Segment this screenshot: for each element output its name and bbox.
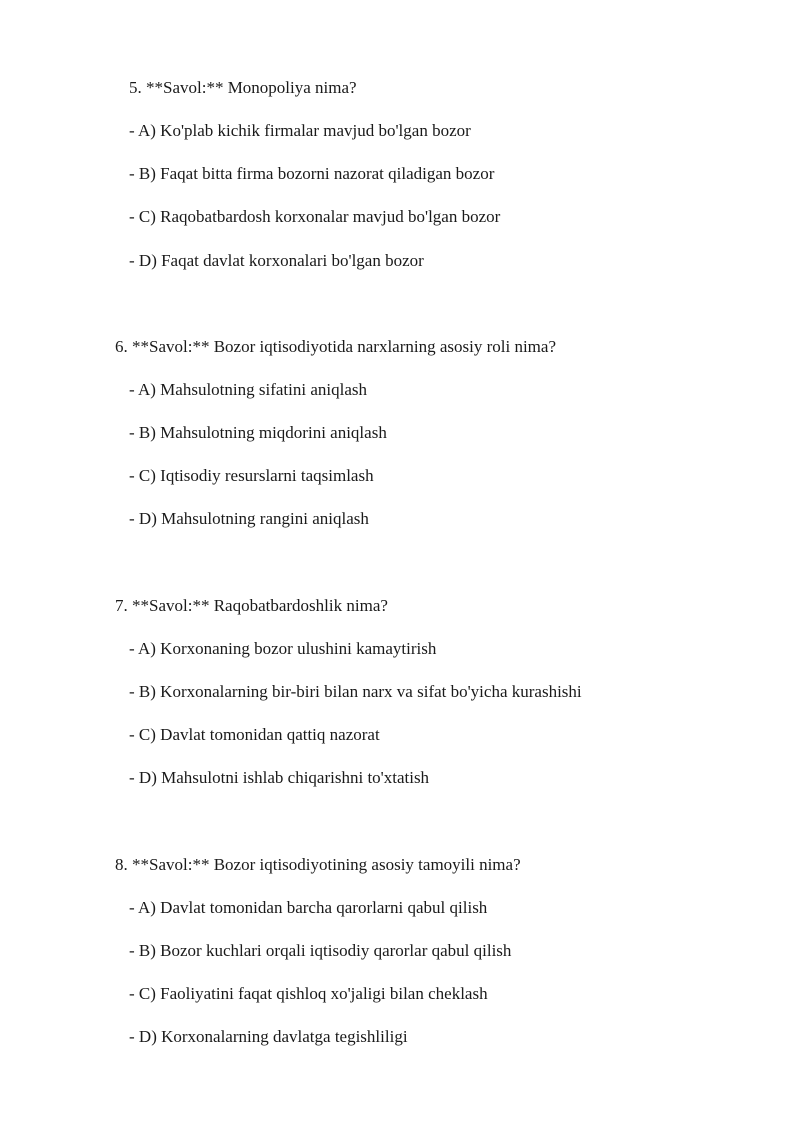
- answer-option: - D) Mahsulotning rangini aniqlash: [129, 509, 369, 528]
- question-text: 6. **Savol:** Bozor iqtisodiyotida narxlarning asosiy roli nima?: [115, 337, 556, 356]
- answer-option: - C) Raqobatbardosh korxonalar mavjud bo'lgan bozor: [129, 207, 501, 226]
- answer-option: - B) Faqat bitta firma bozorni nazorat qiladigan bozor: [129, 164, 495, 183]
- answer-option: - A) Ko'plab kichik firmalar mavjud bo'lgan bozor: [129, 121, 471, 140]
- answer-option: - C) Iqtisodiy resurslarni taqsimlash: [129, 466, 374, 485]
- answer-option: - C) Faoliyatini faqat qishloq xo'jaligi bilan cheklash: [129, 984, 488, 1003]
- answer-option: - D) Korxonalarning davlatga tegishliligi: [129, 1027, 408, 1046]
- answer-option: - A) Mahsulotning sifatini aniqlash: [129, 380, 367, 399]
- answer-option: - A) Davlat tomonidan barcha qarorlarni qabul qilish: [129, 898, 488, 917]
- answer-option: - A) Korxonaning bozor ulushini kamaytirish: [129, 639, 437, 658]
- answer-option: - D) Mahsulotni ishlab chiqarishni to'xtatish: [129, 768, 430, 787]
- answer-option: - B) Bozor kuchlari orqali iqtisodiy qarorlar qabul qilish: [129, 941, 512, 960]
- answer-option: - B) Korxonalarning bir-biri bilan narx va sifat bo'yicha kurashishi: [129, 682, 582, 701]
- answer-option: - B) Mahsulotning miqdorini aniqlash: [129, 423, 387, 442]
- question-text: 5. **Savol:** Monopoliya nima?: [129, 78, 357, 97]
- answer-option: - C) Davlat tomonidan qattiq nazorat: [129, 725, 380, 744]
- question-text: 7. **Savol:** Raqobatbardoshlik nima?: [115, 596, 388, 615]
- question-text: 8. **Savol:** Bozor iqtisodiyotining asosiy tamoyili nima?: [115, 855, 521, 874]
- answer-option: - D) Faqat davlat korxonalari bo'lgan bozor: [129, 251, 424, 270]
